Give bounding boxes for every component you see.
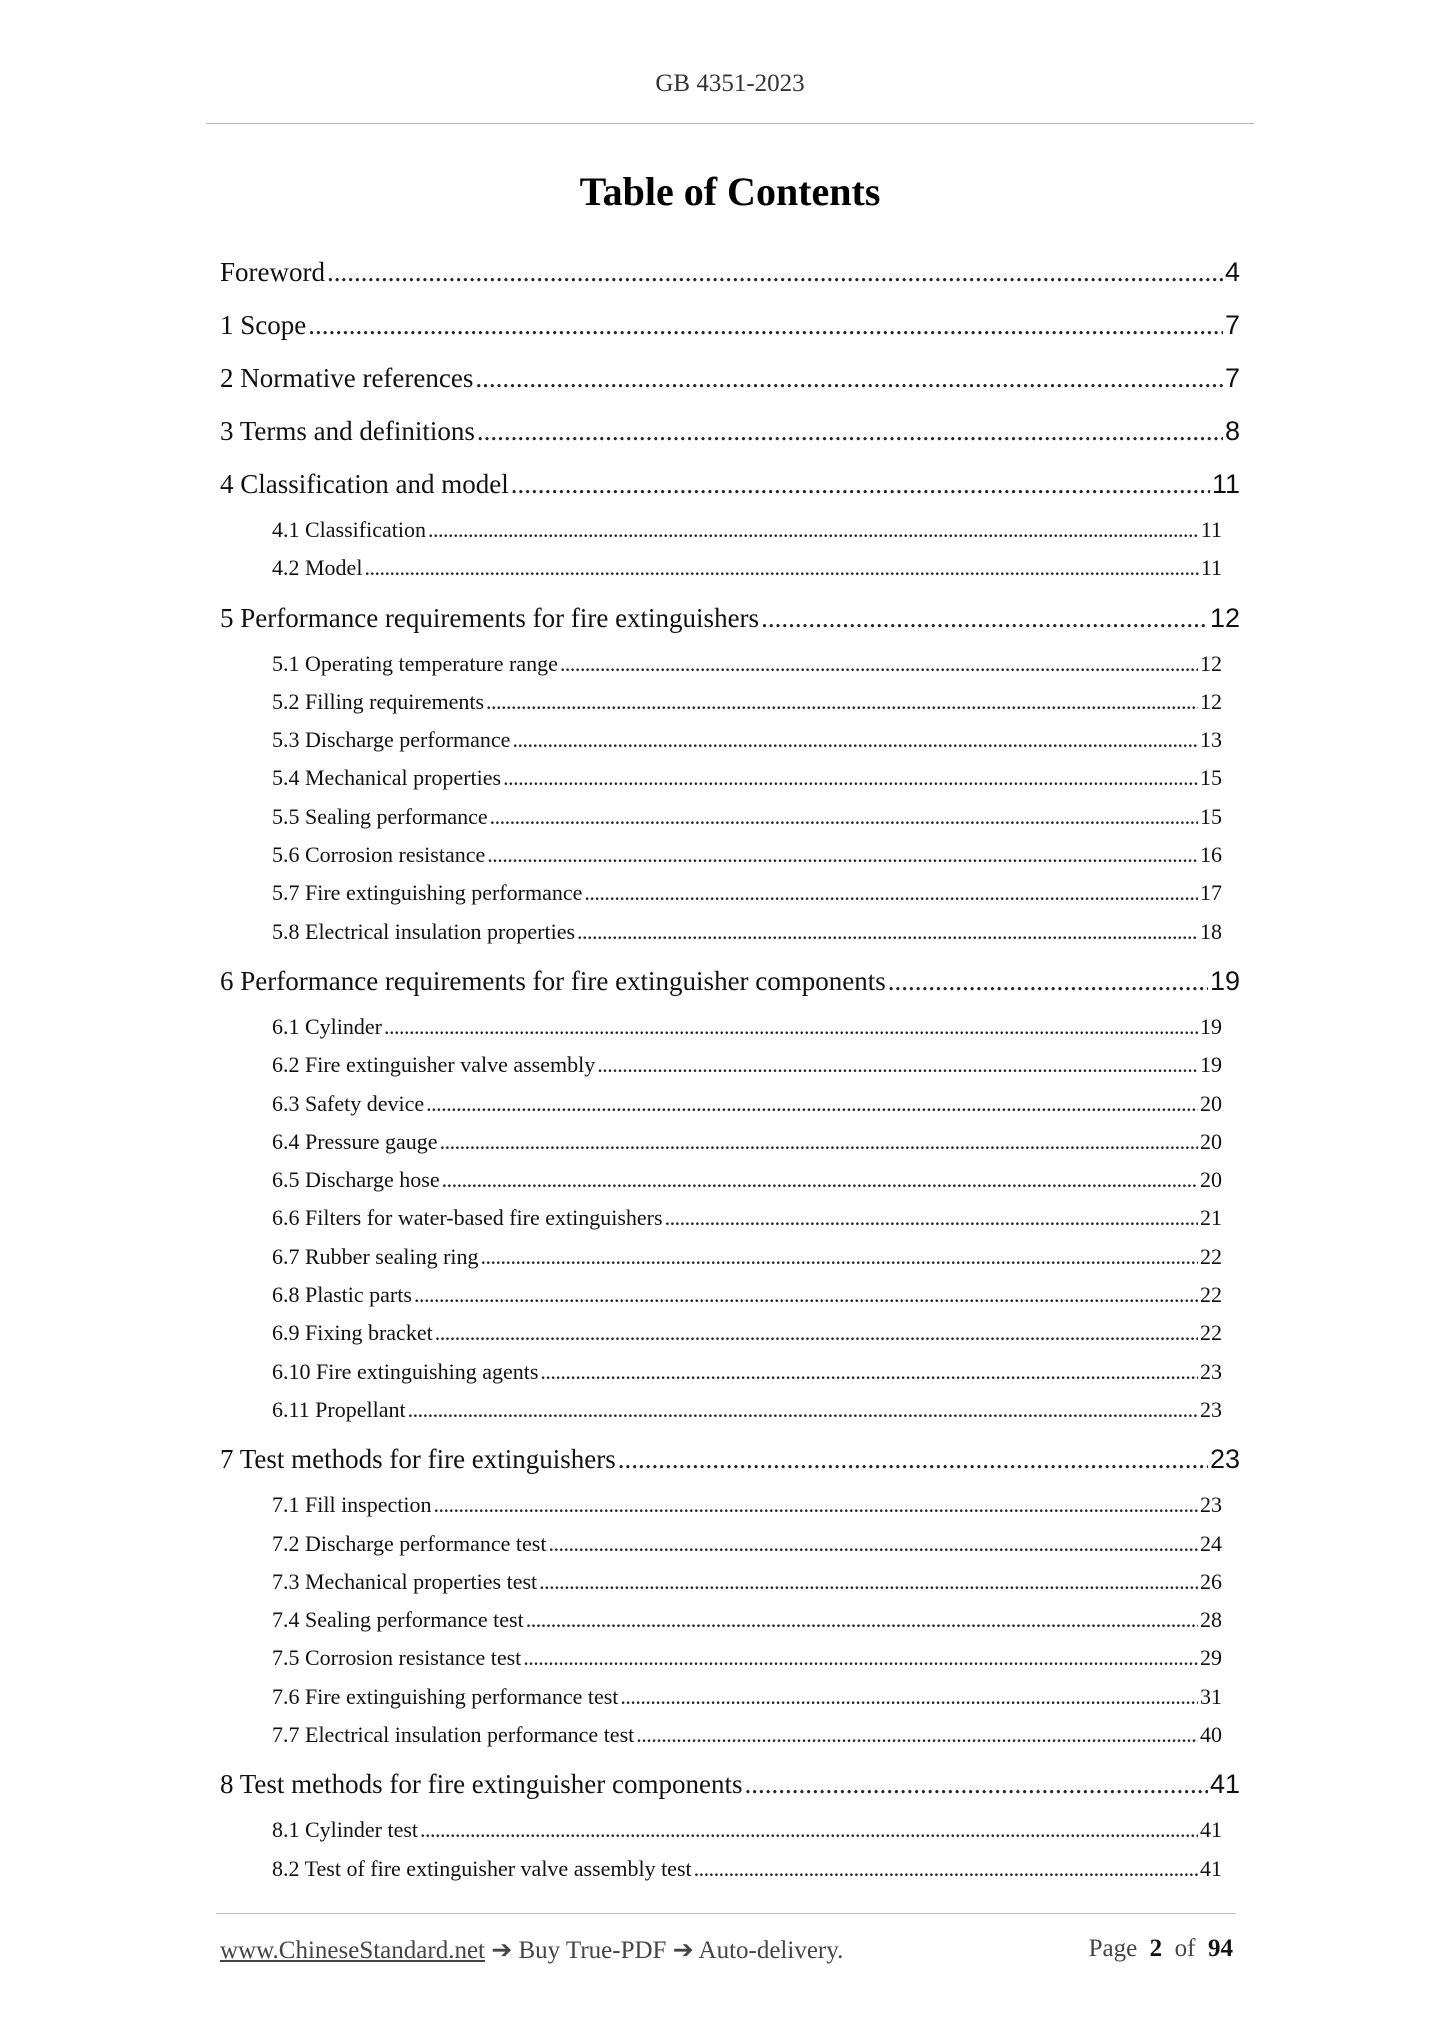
toc-section-entry[interactable] xyxy=(220,1008,1222,1046)
toc-entry-label: 6.4 Pressure gauge xyxy=(272,1128,438,1154)
toc-section-entry[interactable] xyxy=(220,1678,1222,1716)
toc-page-number: 23 xyxy=(1200,1358,1222,1384)
toc-entry-label: 8.1 Cylinder test xyxy=(272,1817,419,1843)
running-header: GB 4351-2023 xyxy=(655,70,805,97)
toc-entry-label: 7.4 Sealing performance test xyxy=(272,1607,524,1633)
toc-entry-label: 7.5 Corrosion resistance test xyxy=(272,1645,522,1671)
toc-page-number: 24 xyxy=(1200,1530,1222,1556)
toc-entry-label: Foreword xyxy=(220,257,325,287)
of-word: of xyxy=(1174,1935,1196,1962)
toc-section-entry[interactable] xyxy=(220,1639,1222,1677)
toc-dot-leader xyxy=(408,1391,1198,1429)
footer-divider xyxy=(216,1913,1236,1914)
toc-page-number: 21 xyxy=(1200,1205,1222,1231)
toc-entry-label: 5.4 Mechanical properties xyxy=(272,765,502,791)
toc-section-entry[interactable] xyxy=(220,1391,1222,1429)
toc-dot-leader xyxy=(440,1123,1198,1161)
auto-delivery-text: Auto-delivery. xyxy=(698,1937,844,1964)
toc-entry-label: 1 Scope xyxy=(220,310,307,340)
toc-dot-leader xyxy=(597,1046,1198,1084)
toc-entry-label: 4.2 Model xyxy=(272,555,363,581)
toc-entry-label: 6.10 Fire extinguishing agents xyxy=(272,1358,539,1384)
toc-entry-label: 5.2 Filling requirements xyxy=(272,688,485,714)
toc-page-number: 7 xyxy=(1224,363,1240,393)
toc-page-number: 23 xyxy=(1200,1396,1222,1422)
toc-entry-label: 7.7 Electrical insulation performance test xyxy=(272,1722,635,1748)
toc-entry-label: 5.6 Corrosion resistance xyxy=(272,842,486,868)
toc-section-entry[interactable] xyxy=(220,683,1222,721)
toc-dot-leader xyxy=(694,1850,1198,1888)
toc-section-entry[interactable] xyxy=(220,511,1222,549)
table-of-contents xyxy=(220,246,1240,1888)
toc-page-number: 20 xyxy=(1200,1167,1222,1193)
toc-entry-label: 5.7 Fire extinguishing performance xyxy=(272,880,583,906)
toc-section-entry[interactable] xyxy=(220,759,1222,797)
arrow-icon: ➔ xyxy=(672,1937,694,1964)
toc-section-entry[interactable] xyxy=(220,836,1222,874)
toc-page-number: 8 xyxy=(1224,416,1240,446)
current-page-number: 2 xyxy=(1149,1935,1163,1962)
toc-dot-leader xyxy=(523,1639,1198,1677)
toc-dot-leader xyxy=(540,1353,1198,1391)
toc-section-entry[interactable] xyxy=(220,874,1222,912)
toc-entry-label: 3 Terms and definitions xyxy=(220,416,475,446)
page-word: Page xyxy=(1088,1935,1138,1962)
toc-entry-label: 6.6 Filters for water-based fire extinguishers xyxy=(272,1205,663,1231)
toc-entry-label: 7.1 Fill inspection xyxy=(272,1492,432,1518)
toc-section-entry[interactable] xyxy=(220,1085,1222,1123)
toc-dot-leader xyxy=(442,1161,1198,1199)
toc-page-number: 41 xyxy=(1209,1769,1240,1800)
toc-dot-leader xyxy=(511,458,1210,511)
toc-section-entry[interactable] xyxy=(220,645,1222,683)
toc-dot-leader xyxy=(490,798,1198,836)
toc-page-number: 12 xyxy=(1209,602,1240,633)
toc-section-entry[interactable] xyxy=(220,549,1222,587)
toc-page-number: 19 xyxy=(1200,1013,1222,1039)
toc-dot-leader xyxy=(475,352,1223,405)
toc-dot-leader xyxy=(426,1085,1198,1123)
toc-page-number: 20 xyxy=(1200,1090,1222,1116)
toc-page-number: 17 xyxy=(1200,880,1222,906)
toc-page-number: 40 xyxy=(1200,1722,1222,1748)
toc-page-number: 16 xyxy=(1200,842,1222,868)
total-page-number: 94 xyxy=(1208,1935,1233,1962)
toc-section-entry[interactable] xyxy=(220,798,1222,836)
toc-page-number: 22 xyxy=(1200,1282,1222,1308)
toc-dot-leader xyxy=(435,1314,1198,1352)
toc-entry-label: 2 Normative references xyxy=(220,363,474,393)
toc-page-number: 4 xyxy=(1224,257,1240,287)
page-counter xyxy=(1089,1935,1233,1963)
toc-dot-leader xyxy=(384,1008,1198,1046)
toc-page-number: 12 xyxy=(1200,650,1222,676)
toc-dot-leader xyxy=(327,246,1223,299)
toc-chapter-entry[interactable] xyxy=(220,592,1240,645)
toc-entry-label: 6.8 Plastic parts xyxy=(272,1282,412,1308)
toc-entry-label: 6.7 Rubber sealing ring xyxy=(272,1243,479,1269)
header-divider xyxy=(206,123,1254,124)
toc-section-entry[interactable] xyxy=(220,1161,1222,1199)
toc-entry-label: 6.3 Safety device xyxy=(272,1090,425,1116)
toc-entry-label: 5.8 Electrical insulation properties xyxy=(272,918,576,944)
toc-page-number: 12 xyxy=(1200,688,1222,714)
toc-entry-label: 5.1 Operating temperature range xyxy=(272,650,558,676)
toc-dot-leader xyxy=(487,836,1198,874)
buy-pdf-text: Buy True-PDF xyxy=(518,1937,667,1964)
toc-section-entry[interactable] xyxy=(220,1486,1222,1524)
toc-page-number: 23 xyxy=(1209,1444,1240,1475)
toc-dot-leader xyxy=(636,1716,1198,1754)
page-title: Table of Contents xyxy=(579,169,881,214)
toc-chapter-entry[interactable] xyxy=(220,246,1240,299)
toc-section-entry[interactable] xyxy=(220,1811,1222,1849)
toc-page-number: 19 xyxy=(1209,965,1240,996)
toc-page-number: 41 xyxy=(1200,1855,1222,1881)
toc-section-entry[interactable] xyxy=(220,1850,1222,1888)
toc-page-number: 15 xyxy=(1200,803,1222,829)
toc-section-entry[interactable] xyxy=(220,1276,1222,1314)
toc-section-entry[interactable] xyxy=(220,1238,1222,1276)
toc-entry-label: 6.2 Fire extinguisher valve assembly xyxy=(272,1052,596,1078)
toc-page-number: 13 xyxy=(1200,727,1222,753)
toc-dot-leader xyxy=(584,874,1198,912)
toc-section-entry[interactable] xyxy=(220,1046,1222,1084)
toc-entry-label: 8 Test methods for fire extinguisher components xyxy=(220,1769,743,1800)
toc-page-number: 18 xyxy=(1200,918,1222,944)
toc-dot-leader xyxy=(539,1563,1198,1601)
toc-dot-leader xyxy=(526,1601,1198,1639)
toc-dot-leader xyxy=(364,549,1198,587)
toc-section-entry[interactable] xyxy=(220,1716,1222,1754)
toc-page-number: 41 xyxy=(1200,1817,1222,1843)
toc-page-number: 19 xyxy=(1200,1052,1222,1078)
toc-section-entry[interactable] xyxy=(220,1563,1222,1601)
toc-dot-leader xyxy=(745,1758,1208,1811)
toc-section-entry[interactable] xyxy=(220,1601,1222,1639)
toc-entry-label: 5.3 Discharge performance xyxy=(272,727,511,753)
footer-promo xyxy=(220,1935,843,1965)
toc-chapter-entry[interactable] xyxy=(220,299,1240,352)
toc-page-number: 28 xyxy=(1200,1607,1222,1633)
toc-section-entry[interactable] xyxy=(220,1199,1222,1237)
toc-entry-label: 7.3 Mechanical properties test xyxy=(272,1568,538,1594)
toc-dot-leader xyxy=(428,511,1199,549)
toc-section-entry[interactable] xyxy=(220,913,1222,951)
toc-entry-label: 5.5 Sealing performance xyxy=(272,803,488,829)
toc-chapter-entry[interactable] xyxy=(220,955,1240,1008)
toc-chapter-entry[interactable] xyxy=(220,1433,1240,1486)
toc-dot-leader xyxy=(577,913,1198,951)
toc-page-number: 26 xyxy=(1200,1568,1222,1594)
toc-page-number: 15 xyxy=(1200,765,1222,791)
toc-section-entry[interactable] xyxy=(220,1525,1222,1563)
toc-entry-label: 6.1 Cylinder xyxy=(272,1013,382,1039)
toc-dot-leader xyxy=(512,721,1198,759)
toc-dot-leader xyxy=(503,759,1198,797)
toc-page-number: 22 xyxy=(1200,1320,1222,1346)
toc-dot-leader xyxy=(665,1199,1198,1237)
toc-page-number: 22 xyxy=(1200,1243,1222,1269)
toc-dot-leader xyxy=(888,955,1208,1008)
toc-dot-leader xyxy=(761,592,1208,645)
toc-chapter-entry[interactable] xyxy=(220,1758,1240,1811)
toc-entry-label: 8.2 Test of fire extinguisher valve assembly test xyxy=(272,1855,692,1881)
toc-entry-label: 6 Performance requirements for fire extinguisher components xyxy=(220,965,886,996)
toc-dot-leader xyxy=(481,1238,1198,1276)
toc-section-entry[interactable] xyxy=(220,1123,1222,1161)
toc-page-number: 20 xyxy=(1200,1128,1222,1154)
toc-dot-leader xyxy=(486,683,1198,721)
toc-dot-leader xyxy=(420,1811,1198,1849)
toc-chapter-entry[interactable] xyxy=(220,352,1240,405)
toc-dot-leader xyxy=(560,645,1198,683)
toc-dot-leader xyxy=(414,1276,1198,1314)
arrow-icon: ➔ xyxy=(491,1937,513,1964)
toc-entry-label: 6.9 Fixing bracket xyxy=(272,1320,433,1346)
toc-dot-leader xyxy=(477,405,1223,458)
toc-chapter-entry[interactable] xyxy=(220,458,1240,511)
toc-page-number: 11 xyxy=(1200,555,1222,581)
toc-dot-leader xyxy=(308,299,1223,352)
toc-page-number: 23 xyxy=(1200,1492,1222,1518)
toc-entry-label: 5 Performance requirements for fire extinguishers xyxy=(220,602,760,633)
toc-entry-label: 7 Test methods for fire extinguishers xyxy=(220,1444,616,1475)
toc-page-number: 7 xyxy=(1224,310,1240,340)
toc-section-entry[interactable] xyxy=(220,1314,1222,1352)
toc-entry-label: 7.2 Discharge performance test xyxy=(272,1530,547,1556)
toc-dot-leader xyxy=(620,1678,1198,1716)
toc-dot-leader xyxy=(434,1486,1199,1524)
toc-entry-label: 4 Classification and model xyxy=(220,469,509,499)
toc-entry-label: 4.1 Classification xyxy=(272,517,426,542)
toc-entry-label: 6.11 Propellant xyxy=(272,1396,406,1422)
toc-entry-label: 6.5 Discharge hose xyxy=(272,1167,440,1193)
toc-dot-leader xyxy=(618,1433,1208,1486)
toc-page-number: 11 xyxy=(1211,469,1240,499)
toc-page-number: 29 xyxy=(1200,1645,1222,1671)
toc-section-entry[interactable] xyxy=(220,1353,1222,1391)
toc-chapter-entry[interactable] xyxy=(220,405,1240,458)
site-link[interactable]: www.ChineseStandard.net xyxy=(220,1937,485,1964)
toc-dot-leader xyxy=(548,1525,1198,1563)
toc-page-number: 11 xyxy=(1200,517,1222,542)
toc-section-entry[interactable] xyxy=(220,721,1222,759)
toc-page-number: 31 xyxy=(1200,1683,1222,1709)
toc-entry-label: 7.6 Fire extinguishing performance test xyxy=(272,1683,619,1709)
